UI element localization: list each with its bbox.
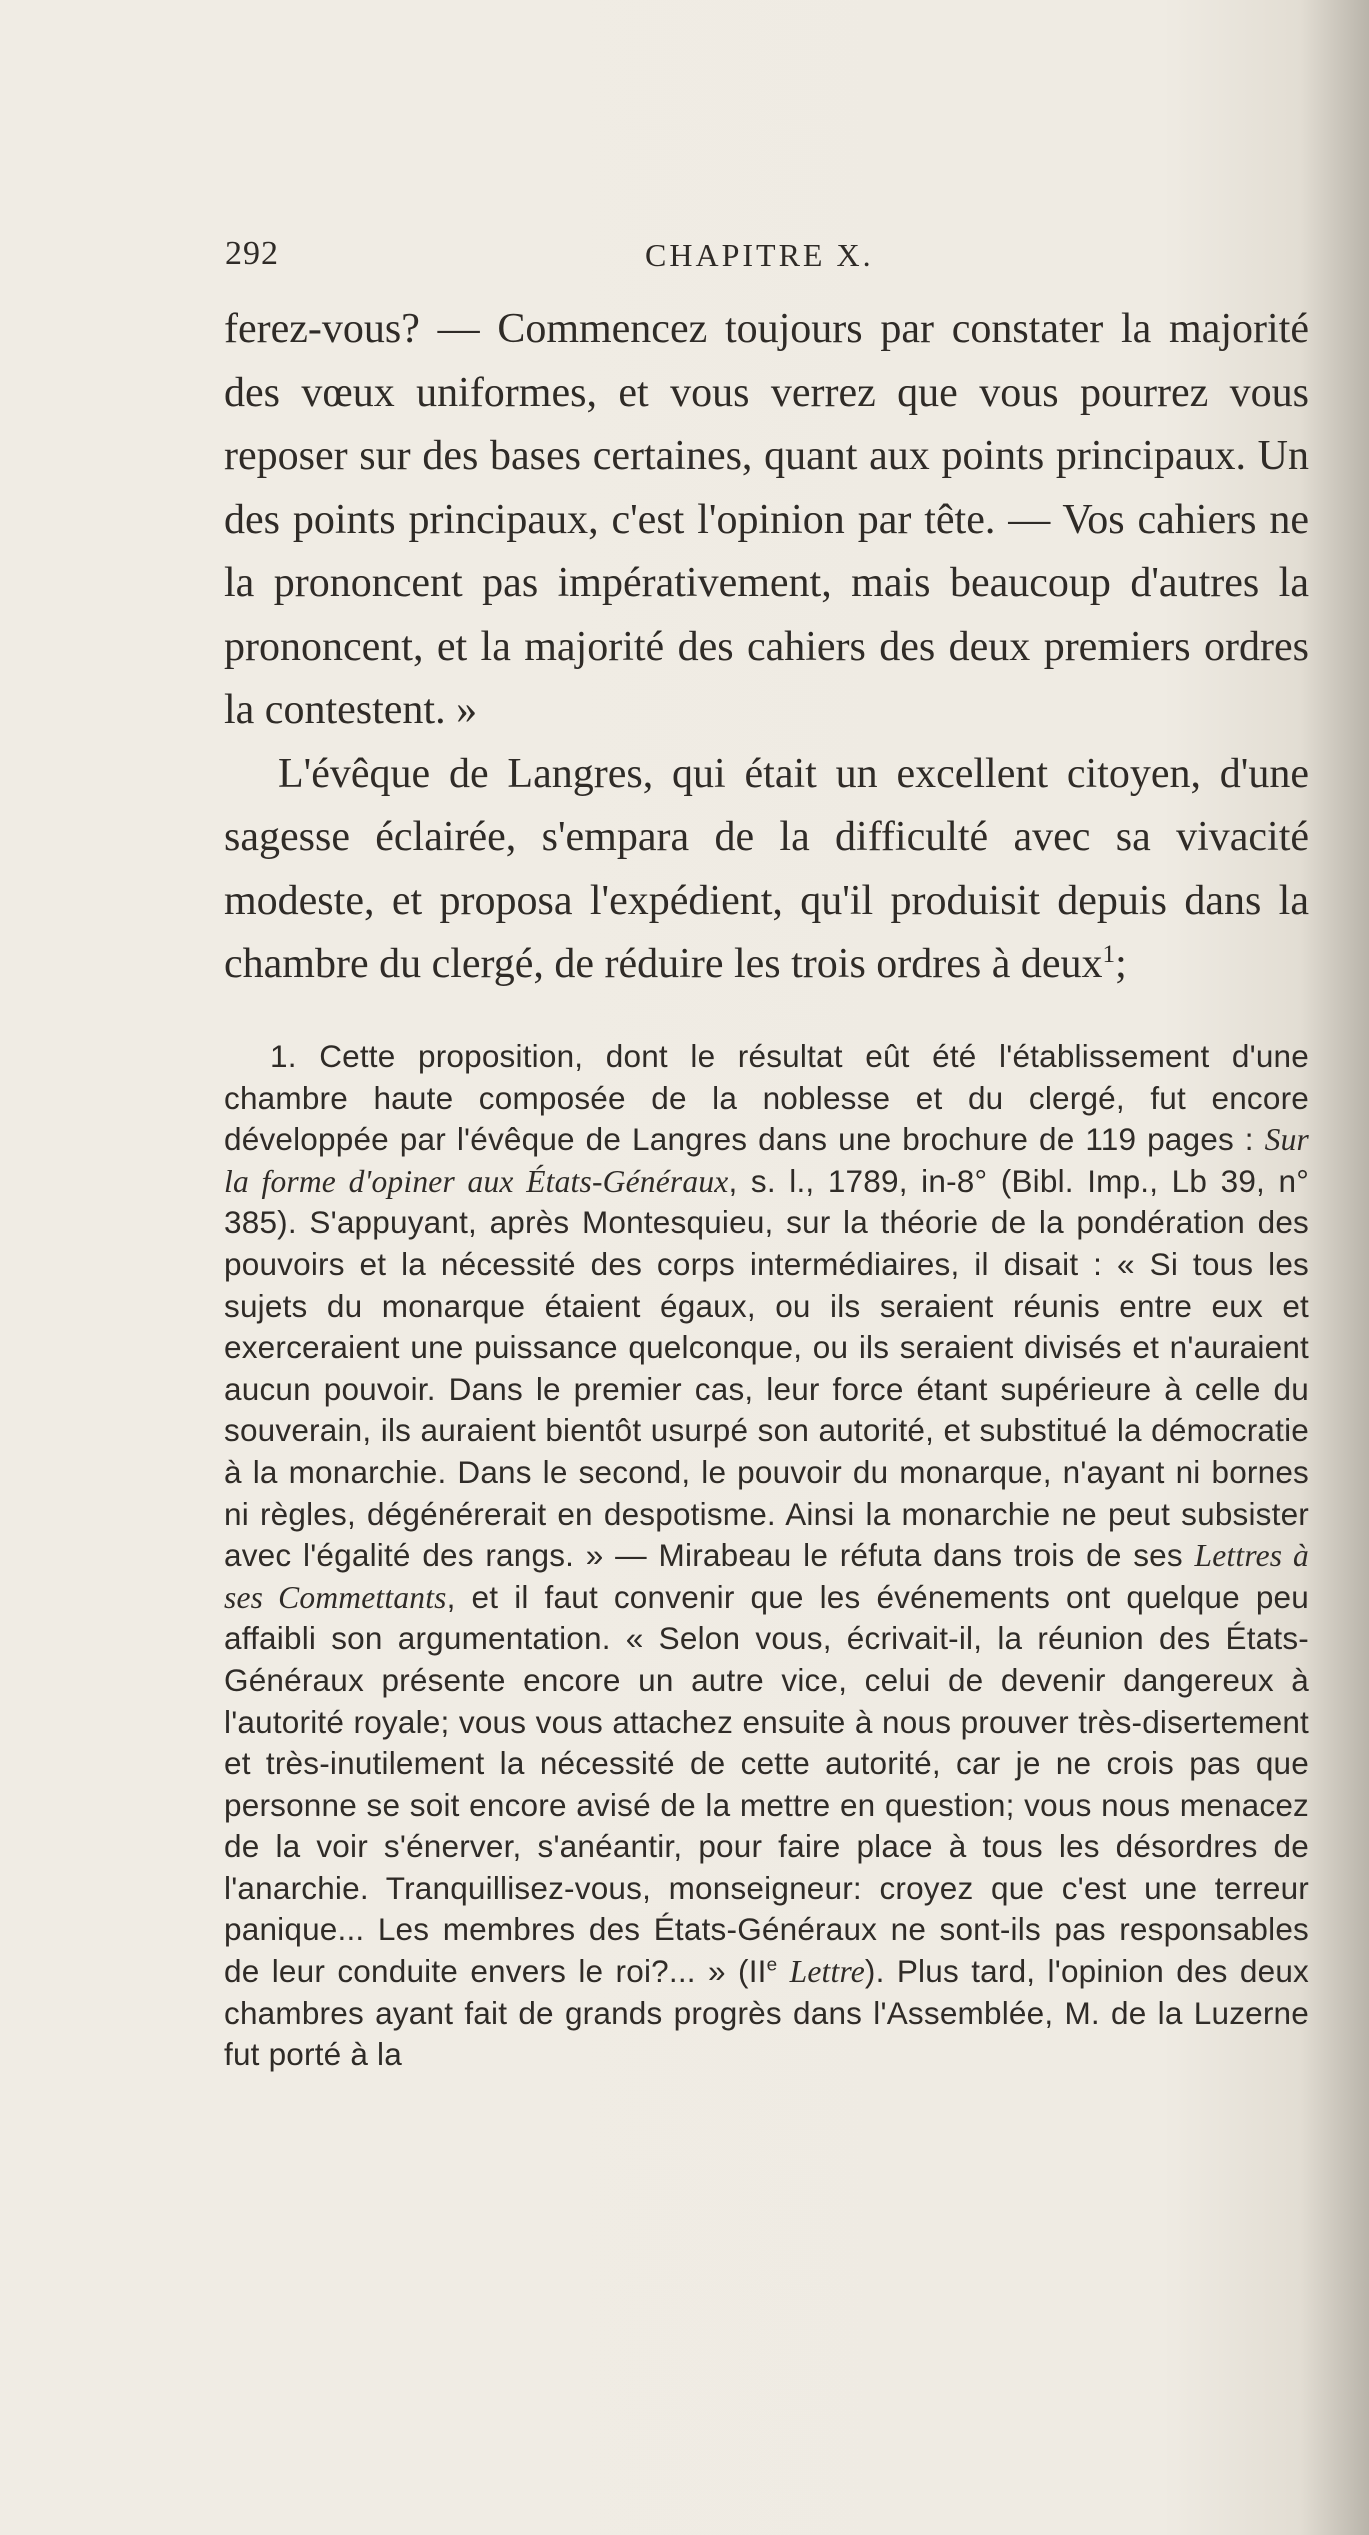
footnote-text-3: , et il faut convenir que les événements ont quelque peu affaibli son argumentation. « Selon vous, écrivait-il, la réunion des États-Généraux présente encore un autre vice, celui de devenir dangereux à l'autorité royale; vous vous attachez ensuite à nous prouver très-disertement et très-inutilement la nécessité de cette autorité, car je ne crois pas que personne se soit encore avisé de la mettre en question; vous nous menacez de la voir s'énerver, s'anéantir, pour faire place à tous les désordres de l'anarchie. Tranquillisez-vous, monseigneur: croyez que c'est une terreur panique... Les membres des États-Généraux ne sont-ils pas responsables de leur conduite envers le roi?... » (II xyxy=(224,1578,1309,1990)
footnote-paragraph xyxy=(224,1036,1309,2076)
footnote-title-lettres: Lettres à ses Commettants xyxy=(224,1538,1309,1615)
paragraph-continued: ferez-vous? — Commencez toujours par constater la majorité des vœux uniformes, et vous verrez que vous pourrez vous reposer sur des bases certaines, quant aux points principaux. Un des points principaux, c'est l'opinion par tête. — Vos cahiers ne la prononcent pas impérativement, mais beaucoup d'autres la prononcent, et la majorité des cahiers des deux premiers ordres la contestent. » xyxy=(224,306,1309,733)
footnote-text-4: ). Plus tard, l'opinion des deux chambres ayant fait de grands progrès dans l'Assemblée, M. de la Luzerne fut porté à la xyxy=(224,1953,1310,2073)
paragraph-end-punct: ; xyxy=(1115,941,1127,987)
footnote-number: 1. xyxy=(270,1038,297,1074)
footnote-superscript: e xyxy=(766,1954,778,1976)
footnote-title-lettre: Lettre xyxy=(789,1954,865,1990)
footnote-reference: 1 xyxy=(1102,941,1116,968)
footnote-title-sur-la-forme: Sur la forme d'opiner aux États-Généraux xyxy=(224,1122,1310,1199)
page-number: 292 xyxy=(225,235,279,272)
footnote xyxy=(224,1036,1309,2076)
footnote-text-2: , s. l., 1789, in-8° (Bibl. Imp., Lb 39, n° 385). S'appuyant, après Montesquieu, sur la théorie de la pondération des pouvoirs et la nécessité des corps intermédiaires, il disait : « Si tous les sujets du monarque étaient égaux, ou ils seraient réunis entre eux et exerceraient une puissance quelconque, ou ils seraient divisés et n'auraient aucun pouvoir. Dans le premier cas, leur force étant supérieure à celle du souverain, ils auraient bientôt usurpé son autorité, et substitué la démocratie à la monarchie. Dans le second, le pouvoir du monarque, n'ayant ni bornes ni règles, dégénérerait en despotisme. Ainsi la monarchie ne peut subsister avec l'égalité des rangs. » — Mirabeau le réfuta dans trois de ses xyxy=(224,1162,1309,1574)
main-text xyxy=(224,298,1309,997)
footnote-text-1: Cette proposition, dont le résultat eût été l'établissement d'une chambre haute composée de la noblesse et du clergé, fut encore développée par l'évêque de Langres dans une brochure de 119 pages : xyxy=(224,1038,1309,1158)
page-header xyxy=(225,235,1225,285)
running-title: CHAPITRE X. xyxy=(645,237,874,273)
paragraph-eveque-langres xyxy=(224,743,1309,997)
paragraph-text: L'évêque de Langres, qui était un excellent citoyen, d'une sagesse éclairée, s'empara de la difficulté avec sa vivacité modeste, et proposa l'expédient, qu'il produisit depuis dans la chambre du clergé, de réduire les trois ordres à deux xyxy=(224,750,1309,987)
